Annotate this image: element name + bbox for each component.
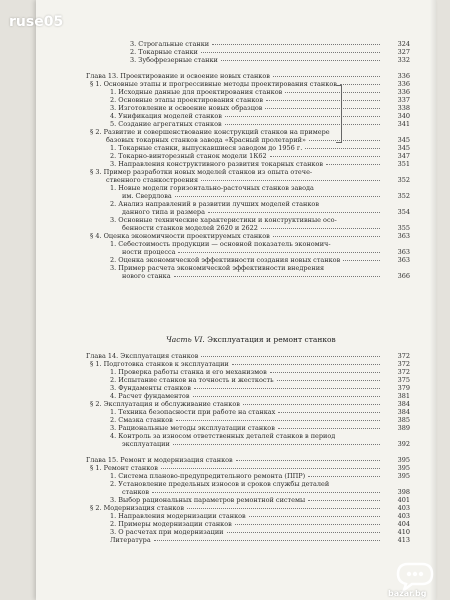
toc-leader-dots (265, 108, 380, 109)
toc-entry-title: 3. Рациональные методы эксплуатации станков (110, 424, 275, 432)
toc-page-number: 336 (397, 72, 410, 80)
toc-entry-title: 3. О расчетах при модернизации (110, 528, 224, 536)
toc-entry (50, 432, 410, 440)
toc-leader-dots (266, 100, 380, 101)
toc-entry (50, 56, 410, 64)
toc-entry-title: 1. Токарные станки, выпускавшиеся заводом до 1956 г. (110, 144, 303, 152)
toc-leader-dots (305, 148, 380, 149)
toc-leader-dots (161, 468, 380, 469)
toc-entry (50, 240, 410, 248)
toc-entry-title: 1. Система планово-предупредительного ремонта (ППР) (110, 472, 306, 480)
toc-entry (50, 168, 410, 176)
toc-entry-title: бенности станков моделей 2620 и 2622 (122, 224, 258, 232)
toc-entry-title: 1. Исходные данные для проектирования станков (110, 88, 283, 96)
toc-entry (50, 208, 410, 216)
toc-entry-title: ственного станкостроения (106, 176, 199, 184)
toc-entry (50, 464, 410, 472)
toc-leader-dots (227, 532, 380, 533)
toc-entry-title: § 2. Модернизация станков (90, 504, 185, 512)
toc-entry-title: § 1. Подготовка станков к эксплуатации (90, 360, 229, 368)
toc-entry (50, 192, 410, 200)
toc-entry-title: 3. Зубофрезерные станки (130, 56, 218, 64)
toc-leader-dots (175, 196, 380, 197)
toc-page-number: 345 (397, 136, 410, 144)
toc-entry (50, 480, 410, 488)
toc-page-number: 385 (397, 416, 410, 424)
toc-entry (50, 80, 410, 88)
toc-entry (50, 504, 410, 512)
toc-entry (50, 256, 410, 264)
toc-entry-title: 1. Проверка работы станка и его механизмов (110, 368, 267, 376)
toc-leader-dots (212, 44, 380, 45)
toc-page-number: 327 (397, 48, 410, 56)
toc-entry-title: 2. Основные этапы проектирования станков (110, 96, 264, 104)
toc-leader-dots (273, 76, 380, 77)
toc-entry-title: Глава 13. Проектирование и освоение новых станков (86, 72, 270, 80)
toc-leader-dots (270, 372, 380, 373)
toc-entry (50, 224, 410, 232)
toc-entry (50, 400, 410, 408)
toc-entry (50, 104, 410, 112)
book-page (36, 0, 436, 600)
toc-page-number: 410 (397, 528, 410, 536)
toc-page-number: 363 (397, 256, 410, 264)
toc-entry (50, 248, 410, 256)
toc-leader-dots (208, 212, 380, 213)
toc-entry-title: 2. Анализ направлений в развитии лучших моделей станков (110, 200, 319, 208)
toc-entry-title: 3. Изготовление и освоение новых образцов (110, 104, 263, 112)
toc-leader-dots (187, 508, 380, 509)
toc-page-number: 401 (397, 496, 410, 504)
toc-leader-dots (278, 412, 380, 413)
toc-entry (50, 512, 410, 520)
toc-entry-title: § 2. Эксплуатация и обслуживание станков (90, 400, 240, 408)
toc-entry (50, 472, 410, 480)
toc-entry-title: § 4. Оценка экономичности проектируемых станков (90, 232, 270, 240)
toc-page-number: 372 (397, 368, 410, 376)
toc-leader-dots (232, 364, 380, 365)
toc-entry-title: им. Свердлова (122, 192, 172, 200)
toc-leader-dots (193, 396, 380, 397)
toc-entry (50, 48, 410, 56)
toc-entry (50, 184, 410, 192)
site-watermark: ruse05 (9, 14, 64, 30)
toc-entry (50, 176, 410, 184)
toc-entry-title: 3. Фундаменты станков (110, 384, 191, 392)
toc-entry (50, 88, 410, 96)
toc-entry (50, 264, 410, 272)
toc-leader-dots (221, 60, 380, 61)
toc-leader-dots (235, 524, 380, 525)
toc-entry (50, 136, 410, 144)
toc-entry-title: 2. Токарно-винторезный станок модели 1К62 (110, 152, 267, 160)
toc-entry (50, 272, 410, 280)
toc-page-number: 375 (397, 376, 410, 384)
toc-entry (50, 368, 410, 376)
toc-entry (50, 520, 410, 528)
toc-entry (50, 128, 410, 136)
toc-entry-title: 2. Установление предельных износов и сроков службы деталей (110, 480, 330, 488)
toc-page-number: 345 (397, 144, 410, 152)
toc-page-number: 381 (397, 392, 410, 400)
toc-entry (50, 384, 410, 392)
toc-page-number: 395 (397, 456, 410, 464)
toc-entry-title: 4. Унификация моделей станков (110, 112, 222, 120)
toc-page-number: 338 (397, 104, 410, 112)
toc-entry-title: 2. Испытание станков на точность и жесткость (110, 376, 274, 384)
toc-entry (50, 72, 410, 80)
toc-page-number: 347 (397, 152, 410, 160)
toc-entry (50, 528, 410, 536)
toc-entry-title: 3. Основные технические характеристики и конструктивные осо- (110, 216, 337, 224)
toc-entry-title: 1. Техника безопасности при работе на станках (110, 408, 276, 416)
toc-leader-dots (278, 428, 380, 429)
toc-leader-dots (249, 516, 380, 517)
toc-entry-title: данного типа и размера (122, 208, 205, 216)
bazar-logo-label: bazar.bg (388, 589, 427, 598)
toc-leader-dots (343, 260, 380, 261)
toc-page-number: 395 (397, 472, 410, 480)
toc-entry-title: 2. Смазка станков (110, 416, 173, 424)
toc-entry (50, 408, 410, 416)
toc-entry-title: эксплуатации (122, 440, 170, 448)
toc-leader-dots (261, 228, 380, 229)
toc-entry (50, 392, 410, 400)
toc-page-number: 332 (397, 56, 410, 64)
toc-entry (50, 232, 410, 240)
bracket-mark (336, 85, 342, 143)
toc-entry-title: 4. Расчет фундаментов (110, 392, 190, 400)
toc-entry-title: Литература (110, 536, 151, 544)
toc-page-number: 403 (397, 504, 410, 512)
toc-page-number: 352 (397, 176, 410, 184)
toc-entry-title: 3. Направления конструктивного развития токарных станков (110, 160, 324, 168)
bazar-logo-icon (394, 560, 436, 592)
toc-entry (50, 352, 410, 360)
toc-page-number: 413 (397, 536, 410, 544)
toc-page-number: 389 (397, 424, 410, 432)
toc-leader-dots (285, 92, 380, 93)
toc-entry (50, 200, 410, 208)
toc-entry (50, 152, 410, 160)
toc-page-number: 372 (397, 360, 410, 368)
toc-page-number: 384 (397, 400, 410, 408)
toc-leader-dots (273, 236, 380, 237)
toc-leader-dots (201, 180, 380, 181)
toc-entry-title: 1. Новые модели горизонтально-расточных станков завода (110, 184, 314, 192)
toc-page-number: 403 (397, 512, 410, 520)
toc-entry-title: нового станка (122, 272, 171, 280)
toc-page-number: 372 (397, 352, 410, 360)
toc-entry-title: Глава 14. Эксплуатация станков (86, 352, 199, 360)
toc-entry (50, 144, 410, 152)
toc-entry-title: ности процесса (122, 248, 176, 256)
toc-entry (50, 536, 410, 544)
toc-page-number: 337 (397, 96, 410, 104)
toc-leader-dots (194, 388, 380, 389)
toc-page-number: 363 (397, 248, 410, 256)
toc-leader-dots (225, 124, 380, 125)
toc-page-number: 398 (397, 488, 410, 496)
toc-leader-dots (201, 52, 380, 53)
toc-page-number: 324 (397, 40, 410, 48)
toc-leader-dots (173, 444, 380, 445)
toc-page-number: 379 (397, 384, 410, 392)
toc-entry-title: 3. Пример расчета экономической эффективности внедрения (110, 264, 325, 272)
toc-leader-dots (236, 460, 380, 461)
toc-page-number: 336 (397, 80, 410, 88)
toc-entry (50, 40, 410, 48)
toc-page-number: 404 (397, 520, 410, 528)
toc-entry (50, 96, 410, 104)
toc-page-number: 395 (397, 464, 410, 472)
toc-entry-title: 1. Направления модернизации станков (110, 512, 246, 520)
toc-leader-dots (243, 404, 380, 405)
toc-leader-dots (174, 276, 380, 277)
toc-entry (50, 120, 410, 128)
toc-entry (50, 216, 410, 224)
toc-entry-title: § 1. Основные этапы и прогрессивные методы проектирования станков (90, 80, 337, 88)
toc-entry (50, 360, 410, 368)
toc-entry (50, 496, 410, 504)
toc-leader-dots (308, 500, 380, 501)
toc-page-number: 354 (397, 208, 410, 216)
toc-leader-dots (326, 164, 380, 165)
toc-entry (50, 440, 410, 448)
part-heading (166, 335, 336, 344)
toc-page-number: 336 (397, 88, 410, 96)
part-number: Часть VI. (166, 335, 205, 344)
toc-entry-title: Глава 15. Ремонт и модернизация станков (86, 456, 233, 464)
toc-entry (50, 416, 410, 424)
toc-entry-title: 3. Строгальные станки (130, 40, 210, 48)
toc-entry (50, 424, 410, 432)
toc-leader-dots (270, 156, 380, 157)
toc-leader-dots (308, 476, 380, 477)
toc-leader-dots (277, 380, 380, 381)
toc-page-number: 384 (397, 408, 410, 416)
toc-entry (50, 488, 410, 496)
toc-entry-title: 3. Выбор рациональных параметров ремонтной системы (110, 496, 306, 504)
toc-page-number: 351 (397, 160, 410, 168)
toc-leader-dots (309, 140, 380, 141)
toc-entry-title: 2. Примеры модернизации станков (110, 520, 232, 528)
toc-leader-dots (340, 84, 380, 85)
toc-page-number: 355 (397, 224, 410, 232)
toc-entry (50, 112, 410, 120)
part-title-text: Эксплуатация и ремонт станков (207, 335, 336, 344)
toc-page-number: 352 (397, 192, 410, 200)
toc-leader-dots (154, 540, 380, 541)
toc-leader-dots (178, 252, 380, 253)
toc-page-number: 363 (397, 232, 410, 240)
toc-page-number: 341 (397, 120, 410, 128)
toc-page-number: 392 (397, 440, 410, 448)
toc-entry-title: 1. Себестоимость продукции — основной показатель экономич- (110, 240, 331, 248)
toc-entry-title: 2. Оценка экономической эффективности создания новых станков (110, 256, 341, 264)
toc-entry-title: § 3. Пример разработки новых моделей станков из опыта отече- (90, 168, 313, 176)
toc-leader-dots (201, 356, 380, 357)
toc-entry-title: 5. Создание агрегатных станков (110, 120, 222, 128)
toc-leader-dots (176, 420, 380, 421)
toc-entry-title: станков (122, 488, 150, 496)
toc-leader-dots (225, 116, 380, 117)
toc-entry (50, 160, 410, 168)
toc-entry-title: § 1. Ремонт станков (90, 464, 158, 472)
toc-leader-dots (152, 492, 380, 493)
toc-entry (50, 456, 410, 464)
toc-entry-title: базовых токарных станков завода «Красный пролетарий» (106, 136, 306, 144)
toc-entry-title: 2. Токарные станки (130, 48, 198, 56)
toc-entry-title: 4. Контроль за износом ответственных деталей станков в период (110, 432, 336, 440)
toc-page-number: 340 (397, 112, 410, 120)
toc-page-number: 366 (397, 272, 410, 280)
toc-entry-title: § 2. Развитие и совершенствование конструкций станков на примере (90, 128, 330, 136)
toc-entry (50, 376, 410, 384)
